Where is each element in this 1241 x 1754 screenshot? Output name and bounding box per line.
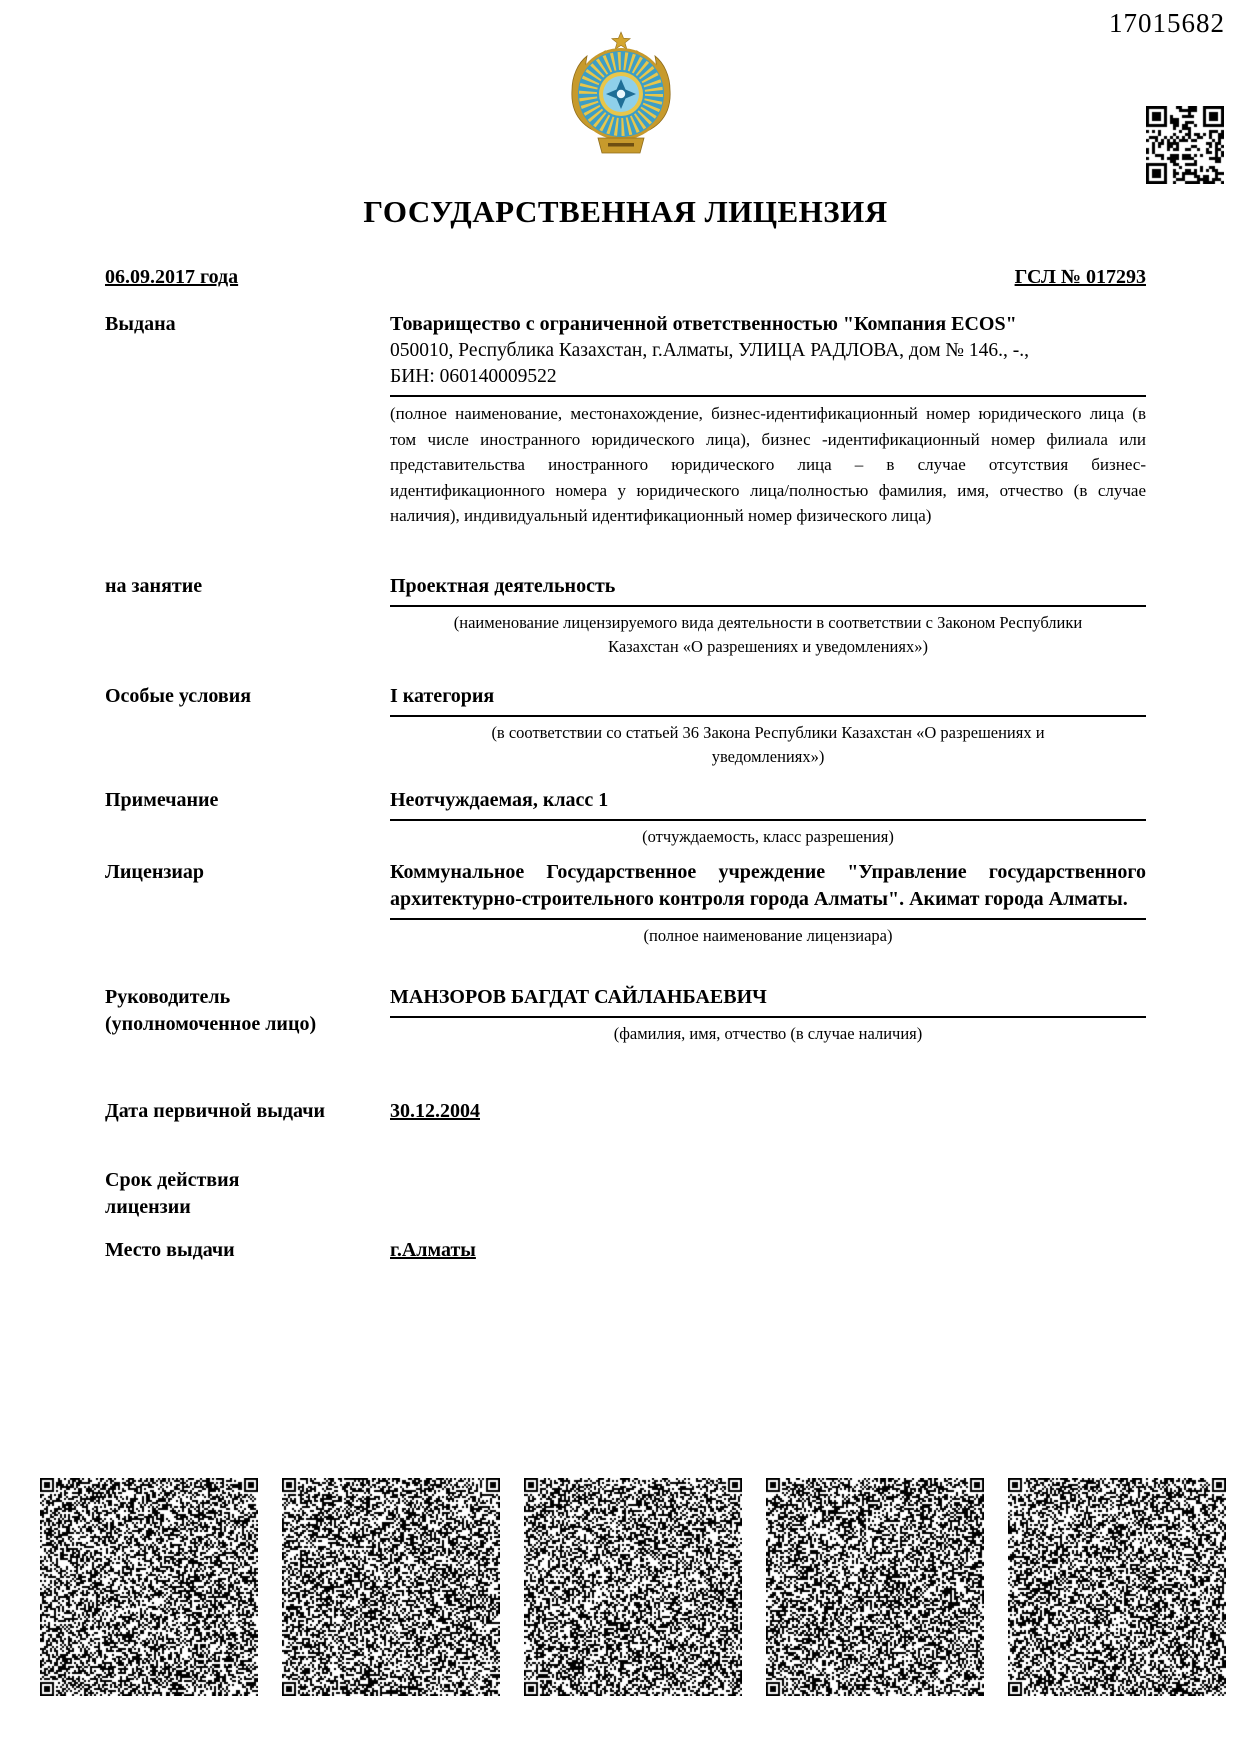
barcode-block-2: [282, 1478, 500, 1696]
head-label-line1: Руководитель: [105, 985, 231, 1008]
barcode-block-4: [766, 1478, 984, 1696]
barcode-block-1: [40, 1478, 258, 1696]
section-special-conditions: [105, 683, 1146, 769]
section-head: [105, 984, 1146, 1046]
license-number: ГСЛ № 017293: [1014, 266, 1146, 288]
license-body: [105, 193, 1146, 1264]
barcode-block-3: [524, 1478, 742, 1696]
validity-value-empty: [390, 1167, 1146, 1221]
qr-code: [1146, 106, 1224, 184]
activity-label: на занятие: [105, 574, 203, 597]
document-serial-number: 17015682: [1109, 8, 1225, 38]
note-value: Неотчуждаемая, класс 1: [390, 787, 1146, 821]
special-conditions-value: I категория: [390, 683, 1146, 717]
issued-to-label: Выдана: [105, 313, 176, 335]
note-caption: (отчуждаемость, класс разрешения): [642, 826, 894, 846]
licensor-value: Коммунальное Государственное учреждение "Управление государственного архитектурно-строительного контроля города Алматы". Акимат города Алматы.: [390, 859, 1146, 920]
date-and-number-row: [105, 263, 1146, 291]
licensor-caption: (полное наименование лицензиара): [643, 925, 893, 945]
section-activity: [105, 573, 1146, 659]
licensee-bin: БИН: 060140009522: [390, 366, 557, 387]
head-value: МАНЗОРОВ БАГДАТ САЙЛАНБАЕВИЧ: [390, 984, 1146, 1018]
issued-to-caption: (полное наименование, местонахождение, бизнес-идентификационный номер юридического лица (в том числе иностранного юридического лица), бизнес -идентификационный номер филиала или представительства иностранного юридического лица – в случае отсутствия бизнес-идентификационного номера у юридического лица/полностью фамилия, имя, отчество (в случае наличия), индивидуальный идентификационный номер физического лица): [390, 404, 1146, 525]
special-conditions-label: Особые условия: [105, 684, 252, 707]
document-title: ГОСУДАРСТВЕННАЯ ЛИЦЕНЗИЯ: [363, 194, 888, 229]
first-issue-date-value: 30.12.2004: [390, 1099, 480, 1122]
head-caption: (фамилия, имя, отчество (в случае наличия): [613, 1023, 923, 1043]
first-issue-date-label: Дата первичной выдачи: [105, 1099, 326, 1122]
head-label-line2: (уполномоченное лицо): [105, 1012, 317, 1035]
special-conditions-caption: (в соответствии со статьей 36 Закона Республики Казахстан «О разрешениях и уведомлениях»): [491, 722, 1045, 766]
note-label: Примечание: [105, 788, 219, 811]
section-first-issue-date: [105, 1098, 1146, 1125]
licensee-name: Товарищество с ограниченной ответственностью "Компания ECOS": [390, 313, 1017, 335]
section-issued-to: [105, 311, 1146, 529]
issue-date: 06.09.2017 года: [105, 266, 239, 288]
activity-value: Проектная деятельность: [390, 573, 1146, 607]
issue-place-value: г.Алматы: [390, 1238, 476, 1261]
section-issue-place: [105, 1237, 1146, 1264]
validity-label-line1: Срок действия: [105, 1168, 240, 1191]
section-licensor: [105, 859, 1146, 948]
issue-place-label: Место выдачи: [105, 1238, 235, 1261]
kazakhstan-emblem-icon: [558, 30, 684, 169]
activity-caption: (наименование лицензируемого вида деятельности в соответствии с Законом Республики Казахстан «О разрешениях и уведомлениях»): [453, 612, 1083, 656]
section-validity: [105, 1167, 1146, 1221]
signature-barcode-strip: [40, 1478, 1226, 1696]
validity-label-line2: лицензии: [105, 1195, 191, 1218]
section-note: [105, 787, 1146, 849]
barcode-block-5: [1008, 1478, 1226, 1696]
licensee-address: 050010, Республика Казахстан, г.Алматы, УЛИЦА РАДЛОВА, дом № 146., -.,: [390, 340, 1030, 361]
licensor-label: Лицензиар: [105, 860, 205, 883]
